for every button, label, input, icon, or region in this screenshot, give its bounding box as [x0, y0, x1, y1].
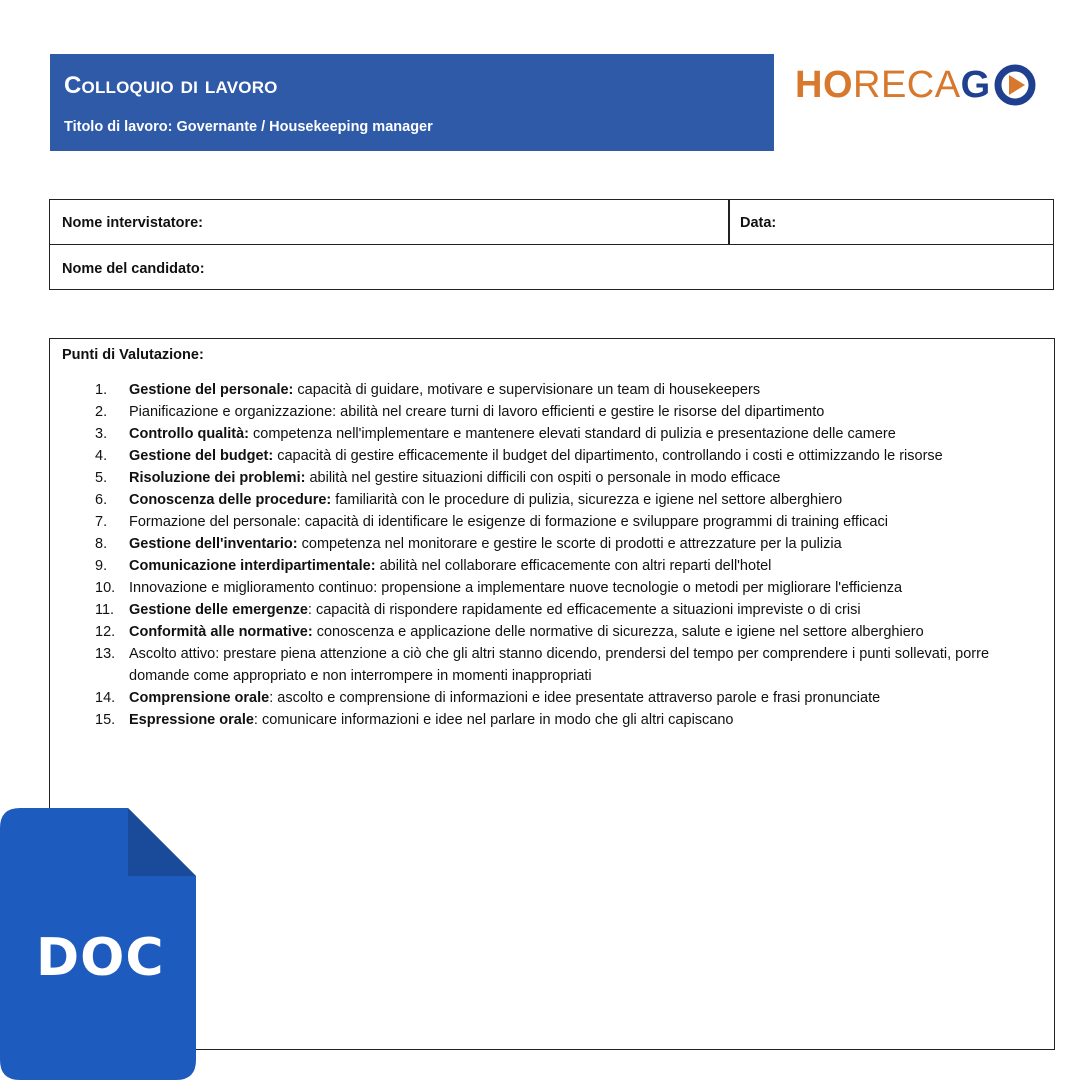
list-item: 3. Controllo qualità: competenza nell'implementare e mantenere elevati standard di pulizia e presentazione delle camere: [95, 426, 896, 442]
header-band: [50, 54, 774, 151]
list-item: 10. Innovazione e miglioramento continuo: propensione a implementare nuove tecnologie o metodi per migliorare l'efficienza: [95, 580, 903, 596]
play-circle-icon: [993, 63, 1037, 107]
evaluation-box: [49, 338, 1055, 1050]
list-item: 8. Gestione dell'inventario: competenza nel monitorare e gestire le scorte di prodotti e attrezzature per la pulizia: [95, 536, 842, 552]
candidate-label: Nome del candidato:: [62, 261, 205, 277]
info-divider: [728, 200, 730, 245]
list-item: 9. Comunicazione interdipartimentale: abilità nel collaborare efficacemente con altri reparti dell'hotel: [95, 558, 772, 574]
horecago-logo: [795, 62, 1045, 108]
list-item: 12. Conformità alle normative: conoscenza e applicazione delle normative di sicurezza, salute e igiene nel settore alberghiero: [95, 624, 924, 640]
list-item: 2. Pianificazione e organizzazione: abilità nel creare turni di lavoro efficienti e gestire le risorse del dipartimento: [95, 404, 825, 420]
list-item: 11. Gestione delle emergenze: capacità di rispondere rapidamente ed efficacemente a situazioni impreviste o di crisi: [95, 602, 861, 618]
list-item: 6. Conoscenza delle procedure: familiarità con le procedure di pulizia, sicurezza e igiene nel settore alberghiero: [95, 492, 843, 508]
date-label: Data:: [740, 215, 777, 231]
document-title: Colloquio di lavoro: [64, 72, 278, 99]
list-item: 1. Gestione del personale: capacità di guidare, motivare e supervisionare un team di housekeepers: [95, 382, 761, 398]
doc-badge-label: DOC: [36, 928, 165, 988]
interview-info-table: [49, 199, 1054, 290]
job-title-subtitle: Titolo di lavoro: Governante / Housekeeping manager: [64, 119, 433, 135]
logo-g: G: [960, 64, 991, 106]
list-item: 14. Comprensione orale: ascolto e comprensione di informazioni e idee presentate attraverso parole e frasi pronunciate: [95, 690, 881, 706]
list-item: 13. Ascolto attivo: prestare piena attenzione a ciò che gli altri stanno dicendo, prendersi del tempo per comprendere i punti sollevati, porre domande come appropriato e non interrompere in momenti inappropriati: [95, 646, 990, 684]
logo-wordmark: [795, 62, 991, 108]
evaluation-list: [50, 379, 1044, 731]
logo-reca: RECA: [853, 64, 961, 106]
logo-ho: HO: [795, 64, 853, 106]
interviewer-label: Nome intervistatore:: [62, 215, 204, 231]
list-item: 4. Gestione del budget: capacità di gestire efficacemente il budget del dipartimento, controllando i costi e ottimizzando le risorse: [95, 448, 943, 464]
list-item: 5. Risoluzione dei problemi: abilità nel gestire situazioni difficili con ospiti o personale in modo efficace: [95, 470, 781, 486]
list-item: 7. Formazione del personale: capacità di identificare le esigenze di formazione e sviluppare programmi di training efficaci: [95, 514, 888, 530]
list-item: 15. Espressione orale: comunicare informazioni e idee nel parlare in modo che gli altri capiscano: [95, 712, 734, 728]
evaluation-title: Punti di Valutazione:: [62, 347, 204, 363]
